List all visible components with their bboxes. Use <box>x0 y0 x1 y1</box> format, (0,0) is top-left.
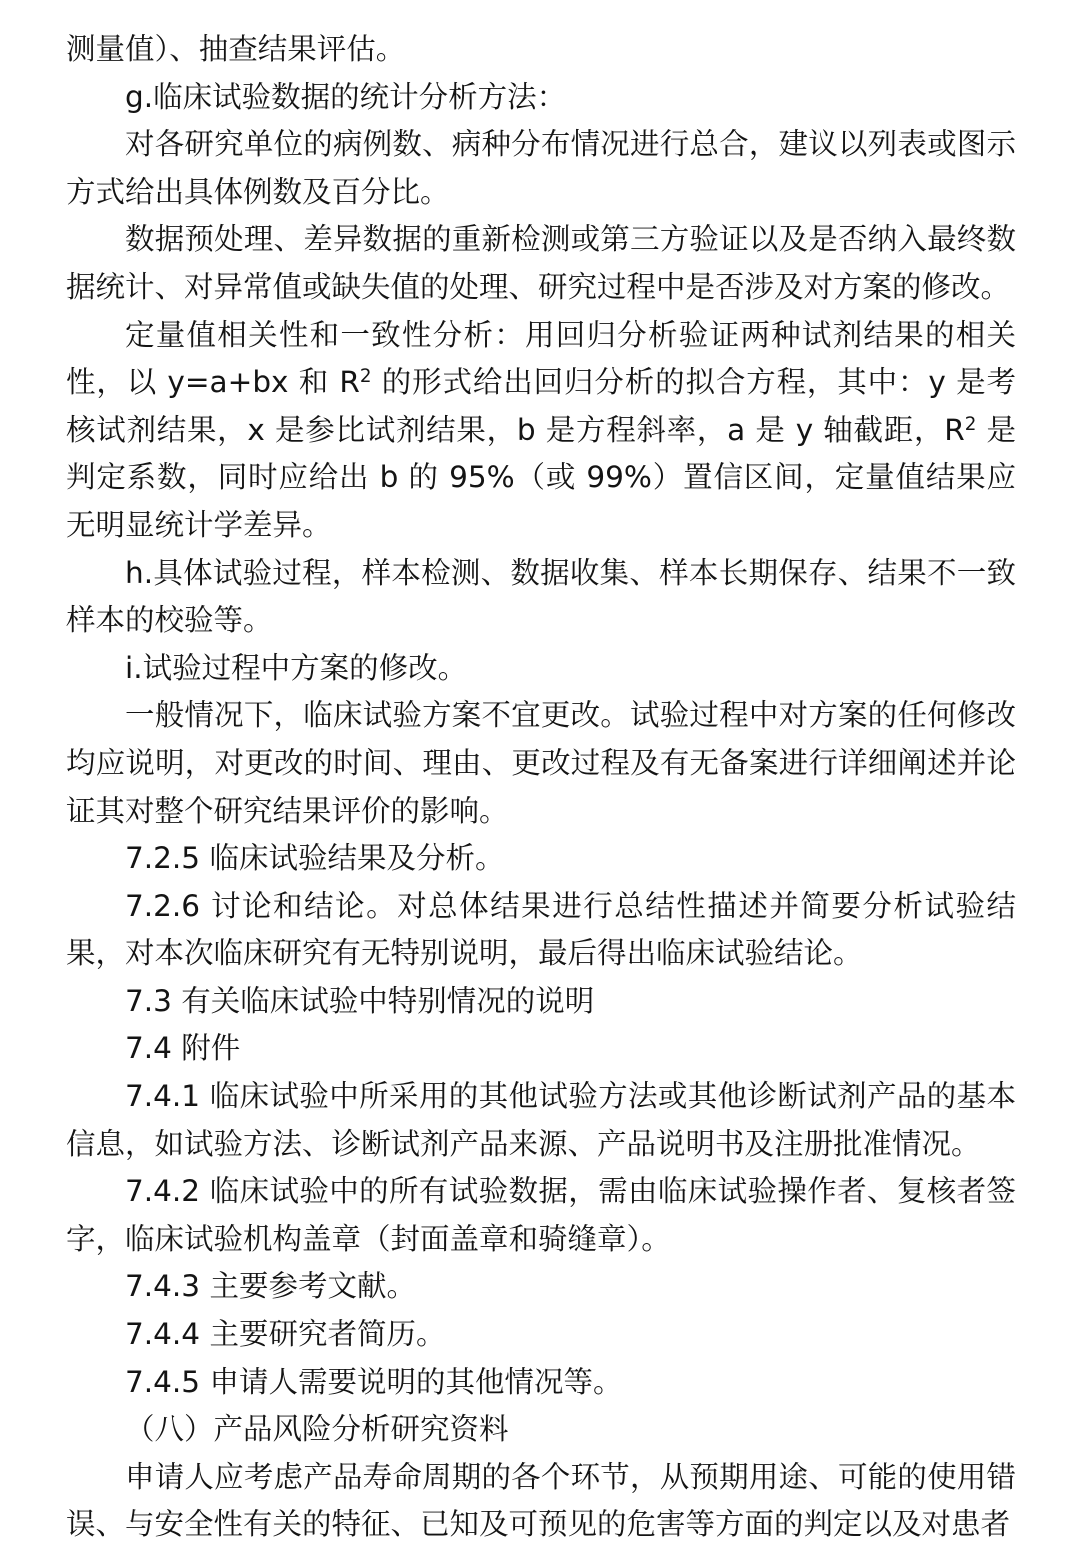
paragraph-7-4-1: 7.4.1 临床试验中所采用的其他试验方法或其他诊断试剂产品的基本信息，如试验方法、诊断试剂产品来源、产品说明书及注册批准情况。 <box>66 1079 1016 1161</box>
superscript-2: 2 <box>964 413 977 435</box>
paragraph-risk-analysis: 申请人应考虑产品寿命周期的各个环节，从预期用途、可能的使用错误、与安全性有关的特征、已知及可预见的危害等方面的判定以及对患者 <box>66 1459 1016 1542</box>
paragraph-item-g: g.临床试验数据的统计分析方法： <box>125 79 567 114</box>
section-heading-8: （八）产品风险分析研究资料 <box>125 1412 509 1447</box>
regression-text-part-2: 的形式给出回归分析的拟合方程，其中：y 是考核试剂结果，x 是参比试剂结果，b 是方程斜率，a 是 y 轴截距，R <box>66 365 1016 447</box>
paragraph-7-4-5: 7.4.5 申请人需要说明的其他情况等。 <box>125 1364 623 1399</box>
paragraph-regression-analysis <box>66 312 1016 550</box>
paragraph-7-4: 7.4 附件 <box>125 1031 241 1066</box>
superscript-2: 2 <box>359 366 372 388</box>
paragraph-7-3: 7.3 有关临床试验中特别情况的说明 <box>125 983 595 1018</box>
document-page <box>66 26 1016 1549</box>
paragraph-protocol-changes: 一般情况下，临床试验方案不宜更改。试验过程中对方案的任何修改均应说明，对更改的时间、理由、更改过程及有无备案进行详细阐述并论证其对整个研究结果评价的影响。 <box>66 698 1016 828</box>
paragraph-7-4-4: 7.4.4 主要研究者简历。 <box>125 1317 446 1352</box>
paragraph-7-4-3: 7.4.3 主要参考文献。 <box>125 1269 416 1304</box>
paragraph-data-preprocessing: 数据预处理、差异数据的重新检测或第三方验证以及是否纳入最终数据统计、对异常值或缺失值的处理、研究过程中是否涉及对方案的修改。 <box>66 222 1016 304</box>
paragraph-7-4-2: 7.4.2 临床试验中的所有试验数据，需由临床试验操作者、复核者签字，临床试验机构盖章（封面盖章和骑缝章）。 <box>66 1174 1016 1256</box>
regression-text-part-3: 是判定系数，同时应给出 b 的 95%（或 99%）置信区间，定量值结果应无明显统计学差异。 <box>66 412 1016 542</box>
regression-text-part-1: 定量值相关性和一致性分析：用回归分析验证两种试剂结果的相关性，以 y=a+bx 和 R <box>66 317 1016 400</box>
paragraph-case-summary: 对各研究单位的病例数、病种分布情况进行总合，建议以列表或图示方式给出具体例数及百分比。 <box>66 127 1016 209</box>
paragraph-7-2-6: 7.2.6 讨论和结论。对总体结果进行总结性描述并简要分析试验结果，对本次临床研究有无特别说明，最后得出临床试验结论。 <box>66 888 1016 971</box>
paragraph-item-i: i.试验过程中方案的修改。 <box>125 650 468 685</box>
paragraph-7-2-5: 7.2.5 临床试验结果及分析。 <box>125 841 505 876</box>
paragraph-item-h: h.具体试验过程，样本检测、数据收集、样本长期保存、结果不一致样本的校验等。 <box>66 555 1016 638</box>
paragraph-continuation: 测量值）、抽查结果评估。 <box>66 32 406 66</box>
